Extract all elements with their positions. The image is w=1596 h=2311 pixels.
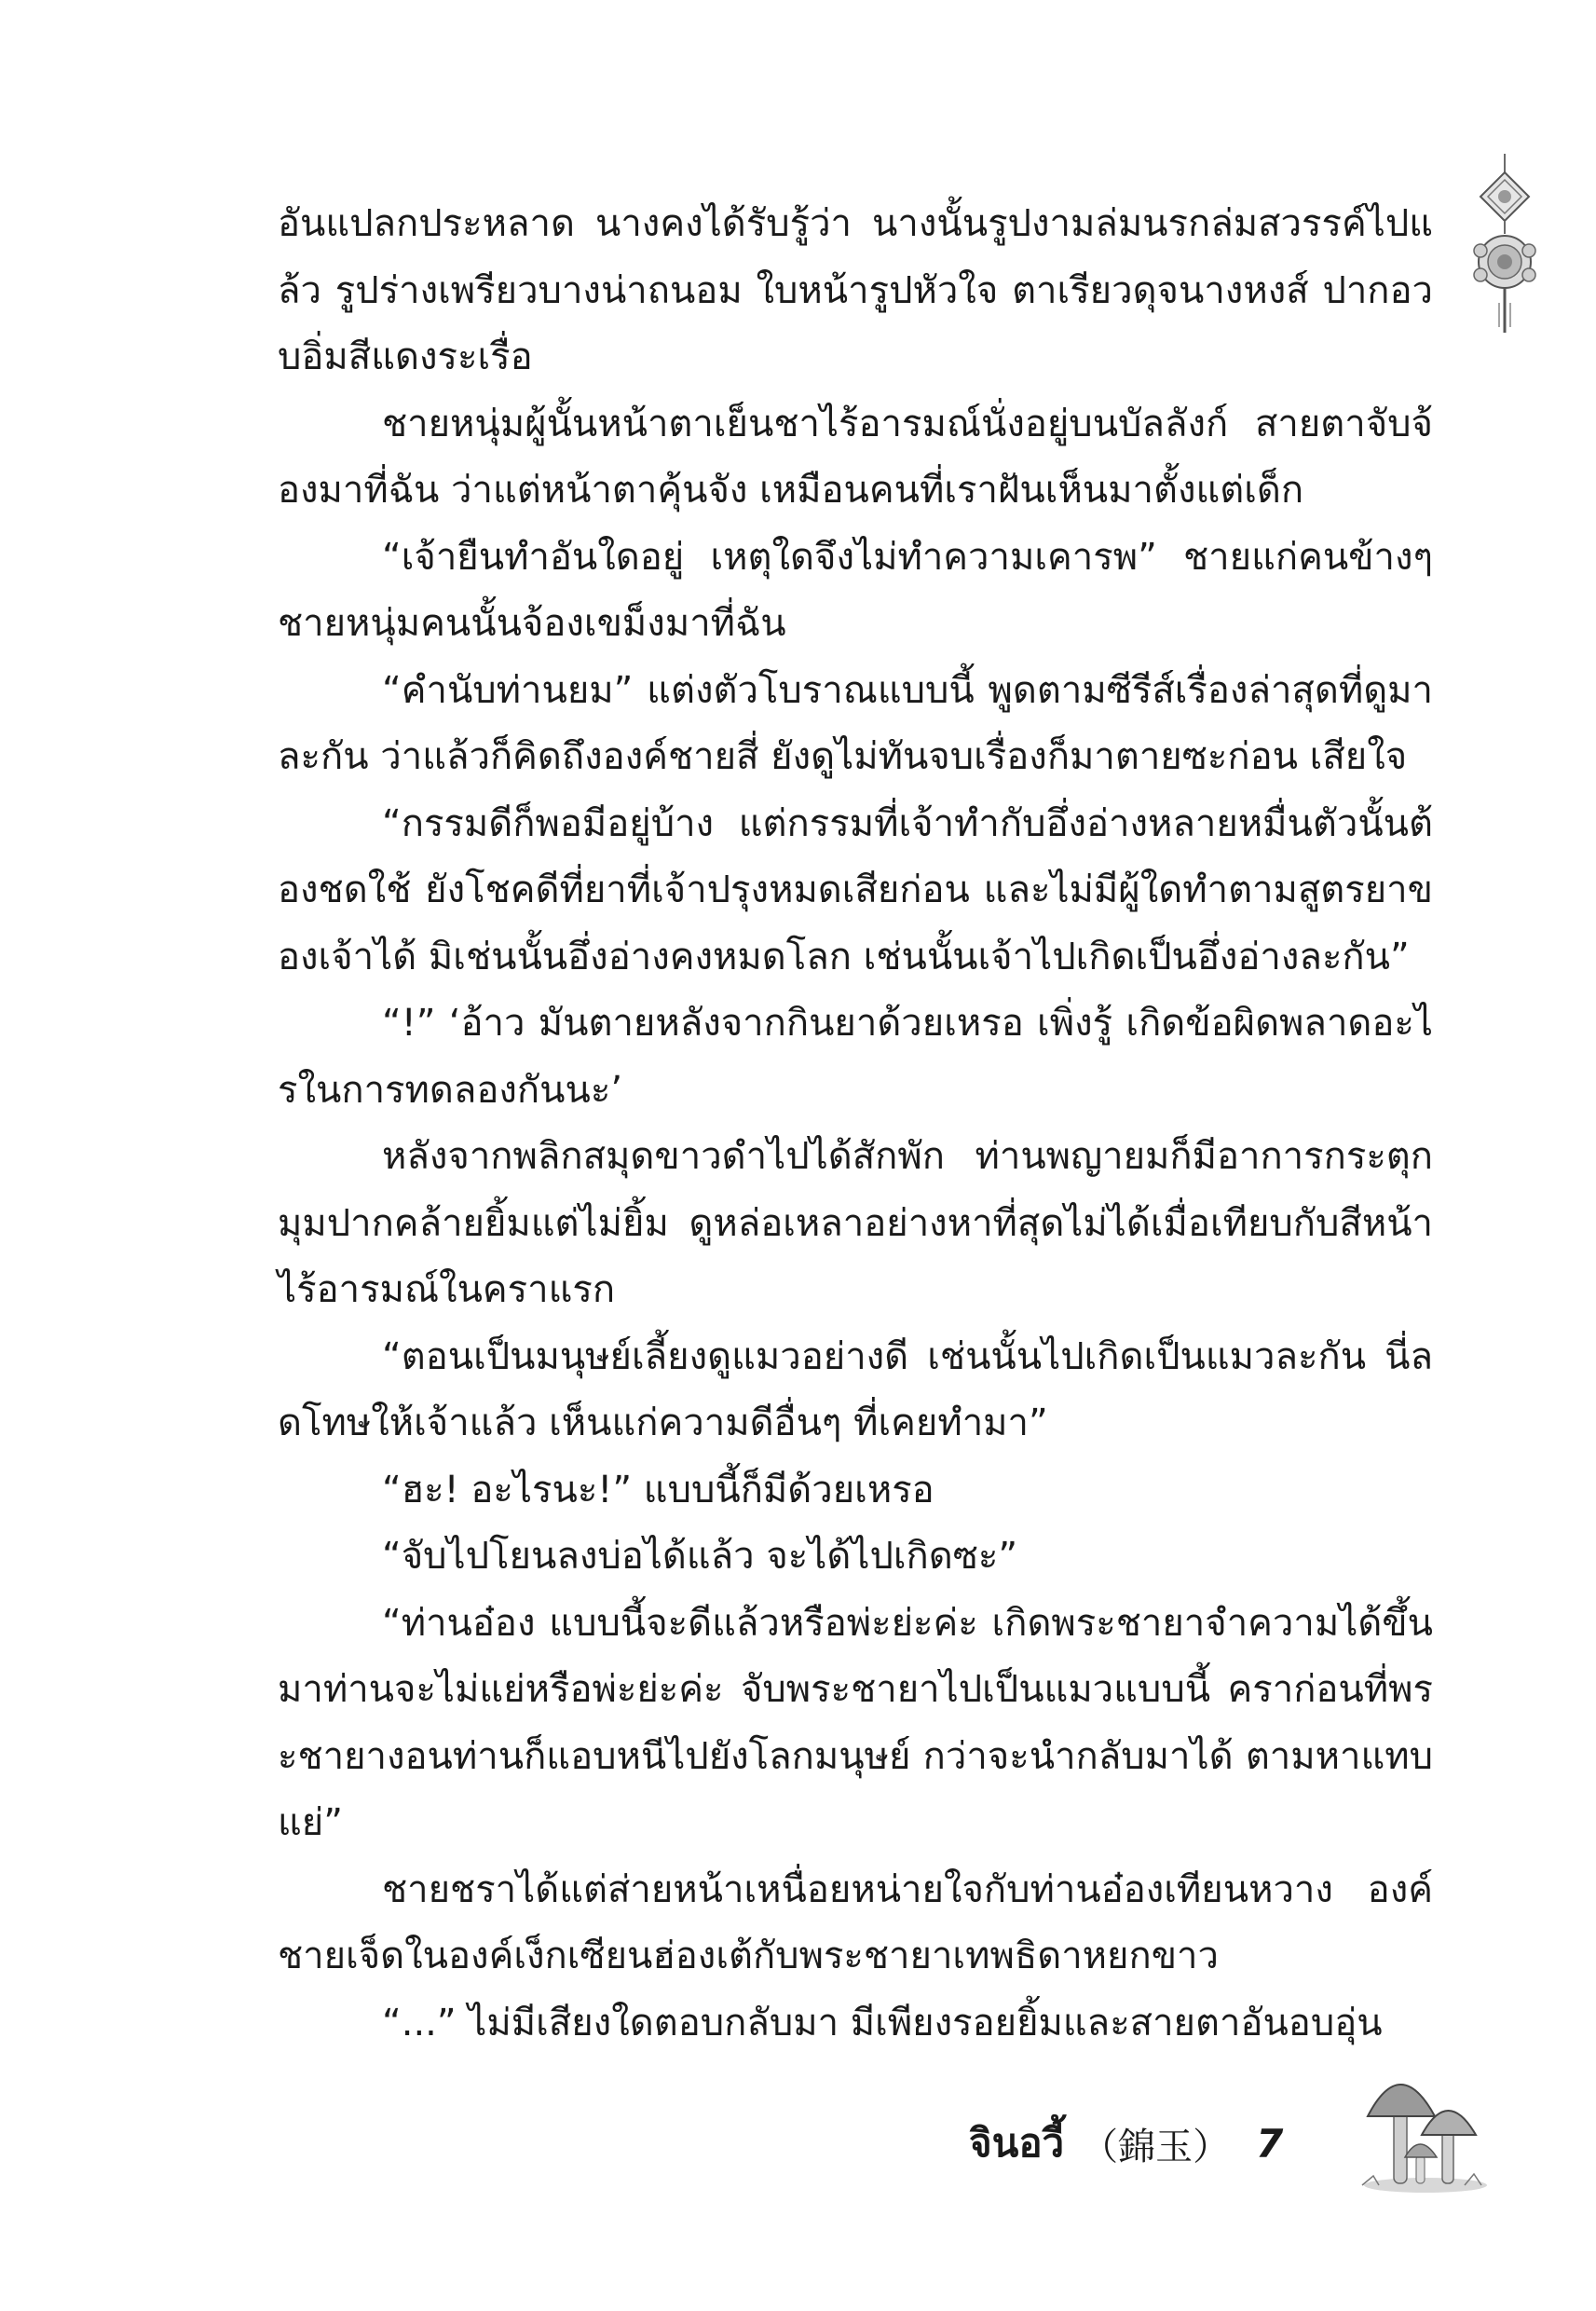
- page-footer: [969, 2106, 1283, 2181]
- paragraph-1: อันแปลกประหลาด นางคงได้รับรู้ว่า นางนั้นรูปงามล่มนรกล่มสวรรค์ไปแล้ว รูปร่างเพรียวบางน่าถนอม ใบหน้ารูปหัวใจ ตาเรียวดุจนางหงส์ ปากอวบอิ่มสีแดงระเรื่อ: [278, 202, 1433, 378]
- paragraph-7: หลังจากพลิกสมุดขาวดำไปได้สักพัก ท่านพญายมก็มีอาการกระตุกมุมปากคล้ายยิ้มแต่ไม่ยิ้ม ดูหล่อเหลาอย่างหาที่สุดไม่ได้เมื่อเทียบกับสีหน้าไร้อารมณ์ในคราแรก: [278, 1135, 1433, 1311]
- paragraph-3: “เจ้ายืนทำอันใดอยู่ เหตุใดจึงไม่ทำความเคารพ” ชายแก่คนข้างๆ ชายหนุ่มคนนั้นจ้องเขม็งมาที่ฉัน: [278, 535, 1433, 645]
- body-text: [278, 191, 1433, 2057]
- page-number: 7: [1256, 2120, 1284, 2167]
- mushroom-cluster-icon: [1360, 2045, 1491, 2195]
- paragraph-12: ชายชราได้แต่ส่ายหน้าเหนื่อยหน่ายใจกับท่านอ๋องเทียนหวาง องค์ชายเจ็ดในองค์เง็กเซียนฮ่องเต้กับพระชายาเทพธิดาหยกขาว: [278, 1867, 1433, 1977]
- paragraph-11: “ท่านอ๋อง แบบนี้จะดีแล้วหรือพ่ะย่ะค่ะ เกิดพระชายาจำความได้ขึ้นมาท่านจะไม่แย่หรือพ่ะย่ะค่ะ จับพระชายาไปเป็นแมวแบบนี้ คราก่อนที่พระชายางอนท่านก็แอบหนีไปยังโลกมนุษย์ กว่าจะนำกลับมาได้ ตามหาแทบแย่”: [278, 1601, 1433, 1844]
- paragraph-4: “คำนับท่านยม” แต่งตัวโบราณแบบนี้ พูดตามซีรีส์เรื่องล่าสุดที่ดูมาละกัน ว่าแล้วก็คิดถึงองค์ชายสี่ ยังดูไม่ทันจบเรื่องก็มาตายซะก่อน เสียใจ: [278, 668, 1433, 778]
- paragraph-8: “ตอนเป็นมนุษย์เลี้ยงดูแมวอย่างดี เช่นนั้นไปเกิดเป็นแมวละกัน นี่ลดโทษให้เจ้าแล้ว เห็นแก่ความดีอื่นๆ ที่เคยทำมา”: [278, 1334, 1433, 1444]
- hanging-knot-ornament-icon: [1467, 154, 1542, 340]
- paragraph-9: “ฮะ! อะไรนะ!” แบบนี้ก็มีด้วยเหรอ: [382, 1468, 934, 1511]
- paragraph-10: “จับไปโยนลงบ่อได้แล้ว จะได้ไปเกิดซะ”: [382, 1535, 1018, 1578]
- paragraph-13: “...” ไม่มีเสียงใดตอบกลับมา มีเพียงรอยยิ้มและสายตาอันอบอุ่น: [382, 2001, 1383, 2044]
- book-title: จินอวี้: [969, 2120, 1065, 2166]
- paragraph-5: “กรรมดีก็พอมีอยู่บ้าง แต่กรรมที่เจ้าทำกับอึ่งอ่างหลายหมื่นตัวนั้นต้องชดใช้ ยังโชคดีที่ยาที่เจ้าปรุงหมดเสียก่อน และไม่มีผู้ใดทำตามสูตรยาของเจ้าได้ มิเช่นนั้นอึ่งอ่างคงหมดโลก เช่นนั้นเจ้าไปเกิดเป็นอึ่งอ่างละกัน”: [278, 801, 1433, 978]
- book-title-cjk: （錦玉）: [1081, 2125, 1231, 2168]
- paragraph-2: ชายหนุ่มผู้นั้นหน้าตาเย็นชาไร้อารมณ์นั่งอยู่บนบัลลังก์ สายตาจับจ้องมาที่ฉัน ว่าแต่หน้าตาคุ้นจัง เหมือนคนที่เราฝันเห็นมาตั้งแต่เด็ก: [278, 402, 1433, 512]
- paragraph-6: “!” ‘อ้าว มันตายหลังจากกินยาด้วยเหรอ เพิ่งรู้ เกิดข้อผิดพลาดอะไรในการทดลองกันนะ’: [278, 1002, 1433, 1112]
